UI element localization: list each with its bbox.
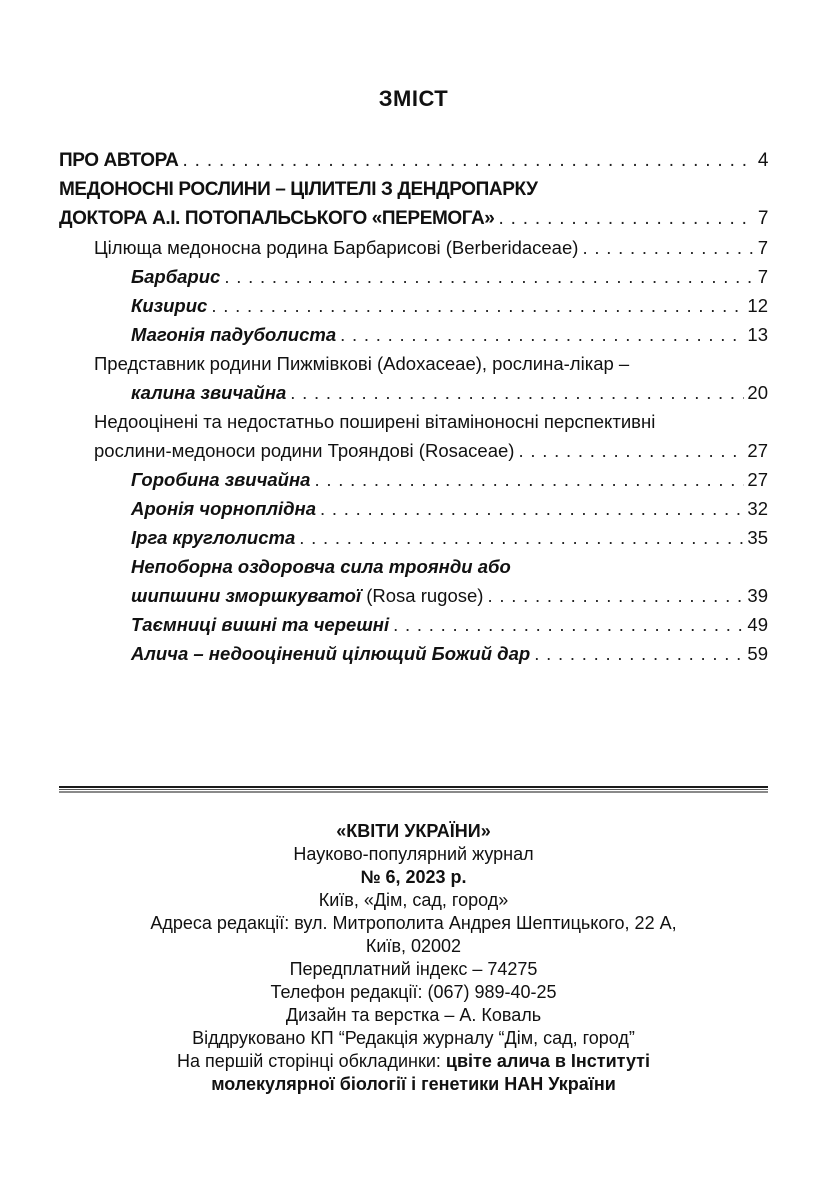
issue-number: № 6, 2023 р. [360,867,467,887]
dot-leader [498,204,754,233]
dot-leader [534,639,744,668]
toc-entry[interactable] [59,175,768,204]
dot-leader [582,233,754,262]
toc-entry-title-text: Барбарис [131,266,221,287]
toc-entry-title [94,436,514,465]
toc-entry[interactable] [59,639,768,668]
toc-entry[interactable] [59,233,768,262]
toc-entry-title [131,494,316,523]
toc-entry-page-number: 7 [757,237,768,258]
toc-entry-title-text: Кизирис [131,295,208,316]
table-of-contents [59,146,768,668]
cover-caption-prefix: На першій сторінці обкладинки: [176,1051,446,1071]
toc-entry-title [131,552,511,581]
toc-entry-page-number: 27 [747,440,768,461]
toc-entry-title [131,378,286,407]
printer-credit: Віддруковано КП “Редакція журналу “Дім, сад, город” [192,1028,635,1048]
rule-line-bottom [59,791,768,793]
toc-entry[interactable] [59,146,768,175]
publisher: Київ, «Дім, сад, город» [318,890,509,910]
toc-entry[interactable] [59,262,768,291]
toc-entry-title-text: Ірга круглолиста [131,527,296,548]
phone: Телефон редакції: (067) 989-40-25 [270,982,557,1002]
toc-entry-page-number: 12 [747,295,768,316]
toc-entry[interactable] [59,610,768,639]
toc-entry-title [131,262,220,291]
toc-entry-title-text: Непоборна оздоровча сила троянди або [131,556,511,577]
toc-entry[interactable] [59,552,768,581]
page-title: ЗМІСТ [378,86,449,111]
toc-entry-latin-name: (Rosa rugose) [361,585,484,606]
dot-leader [393,610,744,639]
toc-entry-page-number: 49 [747,614,768,635]
toc-entry[interactable] [59,407,768,436]
dot-leader [340,320,744,349]
design-credit: Дизайн та верстка – А. Коваль [285,1005,542,1025]
toc-entry-title-text: Алича – недооцінений цілющий Божий дар [131,643,531,664]
toc-entry-title-text: рослини-медоноси родини Трояндові (Rosaceae) [94,440,515,461]
toc-entry[interactable] [59,349,768,378]
toc-entry-title [131,610,389,639]
toc-entry-title-text: калина звичайна [131,382,287,403]
toc-entry-title-text: Аронія чорноплідна [131,498,317,519]
toc-entry-title [59,146,179,175]
toc-entry-page-number: 35 [747,527,768,548]
journal-name: «КВІТИ УКРАЇНИ» [336,821,491,841]
toc-entry-title-text: Магонія падуболиста [131,324,337,345]
toc-entry-title [59,204,494,233]
rule-line-middle [59,789,768,790]
toc-entry-title [94,233,578,262]
toc-entry-title-text: Горобина звичайна [131,469,311,490]
dot-leader [487,581,744,610]
toc-entry-page-number: 32 [747,498,768,519]
toc-entry-title [131,465,310,494]
toc-entry[interactable] [59,378,768,407]
dot-leader [290,378,744,407]
toc-entry-title-text: Таємниці вишні та черешні [131,614,390,635]
toc-entry-title [131,523,295,552]
toc-entry-page-number: 4 [757,150,768,171]
toc-entry-page-number: 7 [757,208,768,229]
toc-entry-title-text: ПРО АВТОРА [59,150,179,171]
toc-entry-title [59,175,538,204]
toc-entry-title [94,349,629,378]
toc-entry-title [131,639,530,668]
journal-type: Науково-популярний журнал [293,844,534,864]
toc-entry-title [94,407,655,436]
toc-entry[interactable] [59,581,768,610]
toc-entry-title-text: МЕДОНОСНІ РОСЛИНИ – ЦІЛИТЕЛІ З ДЕНДРОПАРКУ [59,179,538,200]
toc-entry[interactable] [59,436,768,465]
toc-entry[interactable] [59,494,768,523]
address-line-1: Адреса редакції: вул. Митрополита Андрея Шептицького, 22 А, [150,913,677,933]
toc-entry-page-number: 7 [757,266,768,287]
toc-entry-title [131,291,207,320]
toc-entry-page-number: 39 [747,585,768,606]
rule-line-top [59,786,768,788]
toc-entry-title-text: Цілюща медоносна родина Барбарисові (Berberidaceae) [94,237,579,258]
toc-entry[interactable] [59,204,768,233]
double-rule-divider [59,786,768,793]
toc-entry-title-text: Представник родини Пижмівкові (Adoxaceae), рослина-лікар – [94,353,630,374]
toc-entry[interactable] [59,465,768,494]
cover-caption-bold: цвіте алича в Інституті [445,1051,650,1071]
toc-entry-title [131,320,336,349]
dot-leader [183,146,755,175]
toc-entry-page-number: 27 [747,469,768,490]
dot-leader [518,436,744,465]
cover-caption-line-1 [0,1050,827,1073]
toc-entry[interactable] [59,523,768,552]
toc-entry-page-number: 20 [747,382,768,403]
imprint-block [0,820,827,1096]
dot-leader [314,465,744,494]
dot-leader [224,262,754,291]
toc-entry[interactable] [59,291,768,320]
subscription-index: Передплатний індекс – 74275 [289,959,538,979]
toc-entry-title-text: шипшини зморшкуватої [131,585,362,606]
toc-entry-title-text: ДОКТОРА А.І. ПОТОПАЛЬСЬКОГО «ПЕРЕМОГА» [59,208,495,229]
dot-leader [211,291,744,320]
dot-leader [320,494,744,523]
dot-leader [299,523,744,552]
toc-entry-page-number: 13 [747,324,768,345]
address-line-2: Київ, 02002 [365,936,462,956]
toc-entry-page-number: 59 [747,643,768,664]
toc-entry[interactable] [59,320,768,349]
cover-caption-line-2: молекулярної біології і генетики НАН України [211,1074,616,1094]
toc-entry-title [131,581,483,610]
toc-entry-title-text: Недооцінені та недостатньо поширені вітаміноносні перспективні [94,411,656,432]
